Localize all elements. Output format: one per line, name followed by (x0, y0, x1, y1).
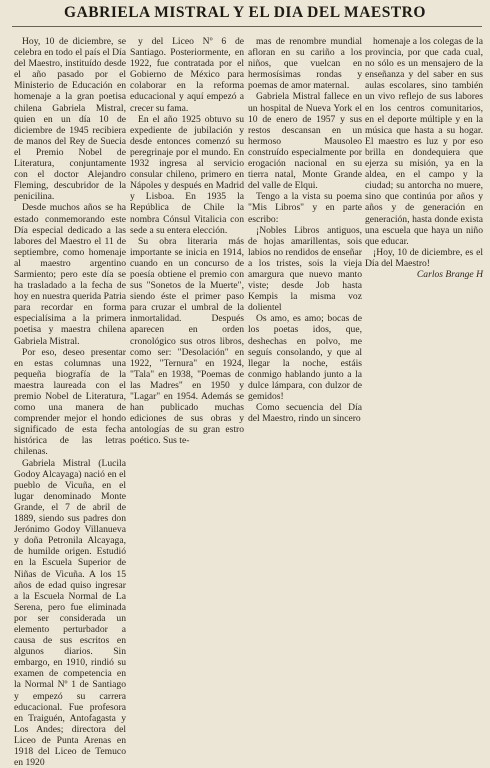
column-4 (365, 36, 483, 280)
column-2 (130, 36, 244, 446)
paragraph: mas de renombre mundial afloran en su cariño a los niños, que vuelcan en hermosísimas rondas y poemas de amor maternal. (248, 36, 362, 92)
poem-stanza: ¡Nobles Libros antiguos, de hojas amarillentas, sois labios no rendidos de enseñar a los tristes, sois la vieja amargura que nuevo manto viste; desde Job hasta Kempis la misma voz dolientel (248, 224, 362, 314)
column-1 (14, 36, 126, 768)
article-title: GABRIELA MISTRAL Y EL DIA DEL MAESTRO (64, 4, 426, 21)
paragraph: En el año 1925 obtuvo su expediente de jubilación y desde entonces comenzó su peregrinaje por el mundo. En 1932 ingresa al servicio consular chileno, primero en Nápoles y después en Madrid y Lisboa. En 1935 la República de Chile la nombra Cónsul Vitalicia con sede a su entera elección. (130, 113, 244, 236)
paragraph: Como secuencia del Día del Maestro, rindo un sincero (248, 402, 362, 425)
paragraph: Tengo a la vista su poema "Mis Libros" y en parte escribo: (248, 191, 362, 225)
paragraph: y del Liceo Nº 6 de Santiago. Posteriormente, en 1922, fue contratada por el Gobierno de México para colaborar en la reforma educacional y aquí empezó a crecer su fama. (130, 36, 244, 114)
paragraph: Gabriela Mistral (Lucila Godoy Alcayaga) nació en el pueblo de Vicuña, en el lugar denominado Monte Grande, el 7 de abril de 1889, siendo sus padres don Jerónimo Godoy Villanueva y doña Petronila Alcayaga, de humilde origen. Estudió en la Escuela Superior de Niñas de Vicuña. A los 15 años de edad quiso ingresar a la Escuela Normal de La Serena, pero fue eliminada por ser considerada un elemento perturbador a causa de sus escritos en algunos diarios. Sin embargo, en 1910, rindió su examen de competencia en la Normal Nº 1 de Santiago y empezó su carrera educacional. Fue profesora en Traiguén, Antofagasta y Los Andes; directora del Liceo de Punta Arenas en 1918 del Liceo de Temuco en 1920 (14, 457, 126, 768)
paragraph: homenaje a los colegas de la provincia, por que cada cual, no sólo es un mensajero de la enseñanza y del saber en sus aulas escolares, sino también un vivo reflejo de sus labores en los centros comunitarios, en el deporte múltiple y en la música que hasta a su hogar. El maestro es luz y por eso brilla en dondequiera que ejerza su misión, ya en la aldea, en el campo y la ciudad; su antorcha no muere, sino que continúa por años y años y de generación en generación, hasta donde exista una escuela que haya un niño que educar. (365, 36, 483, 247)
title-rule (12, 26, 482, 27)
paragraph: Hoy, 10 de diciembre, se celebra en todo el país el Día del Maestro, instituído desde el año pasado por el Ministerio de Educación en homenaje a la gran poetisa chilena Gabriela Mistral, quien en un día 10 de diciembre de 1945 recibiera de manos del Rey de Suecia el Premio Nobel de Literatura, conjuntamente con el doctor Alejandro Fleming, descubridor de la penicilina. (14, 36, 126, 203)
paragraph: Su obra literaria más importante se inicia en 1914, cuando en un concurso de poesía obtiene el premio con sus "Sonetos de la Muerte", siendo éste el primer paso para cruzar el umbral de la inmortalidad. Después aparecen en orden cronológico sus otros libros, como ser: "Desolación" en 1922, "Ternura" en 1924, "Tala" en 1938, "Poemas de las Madres" en 1950 y "Lagar" en 1954. Además se han publicado muchas ediciones de sus obras y antologías de su gran estro poético. Sus te- (130, 235, 244, 447)
paragraph: ¡Hoy, 10 de diciembre, es el Día del Maestro! (365, 246, 483, 269)
paragraph: Desde muchos años se ha estado conmemorando este Día especial dedicado a las labores del Maestro el 11 de septiembre, como homenaje al maestro argentino Sarmiento; pero este día se ha trasladado a la fecha de hoy en nuestra querida Patria para recordar en forma especialísima a la primera poetisa y maestra chilena Gabriela Mistral. (14, 202, 126, 347)
author-signature: Carlos Brange H (416, 268, 483, 280)
paragraph: Por eso, deseo presentar en estas columnas una pequeña biografía de la maestra laureada con el premio Nobel de Literatura, como una manera de comprender mejor el hondo significado de esta fecha histórica de las letras chilenas. (14, 346, 126, 458)
column-3 (248, 36, 362, 424)
poem-stanza: Os amo, es amo; bocas de los poetas idos, que, deshechas en polvo, me seguís consolando, y que al llegar la noche, estáis conmigo hablando junto a la dulce lámpara, con dulzor de gemidos! (248, 313, 362, 402)
paragraph: Gabriela Mistral fallece en un hospital de Nueva York el 10 de enero de 1957 y sus restos descansan en un hermoso Mausoleo construído especialmente por erogación nacional en su tierra natal, Monte Grande del valle de Elqui. (248, 91, 362, 192)
